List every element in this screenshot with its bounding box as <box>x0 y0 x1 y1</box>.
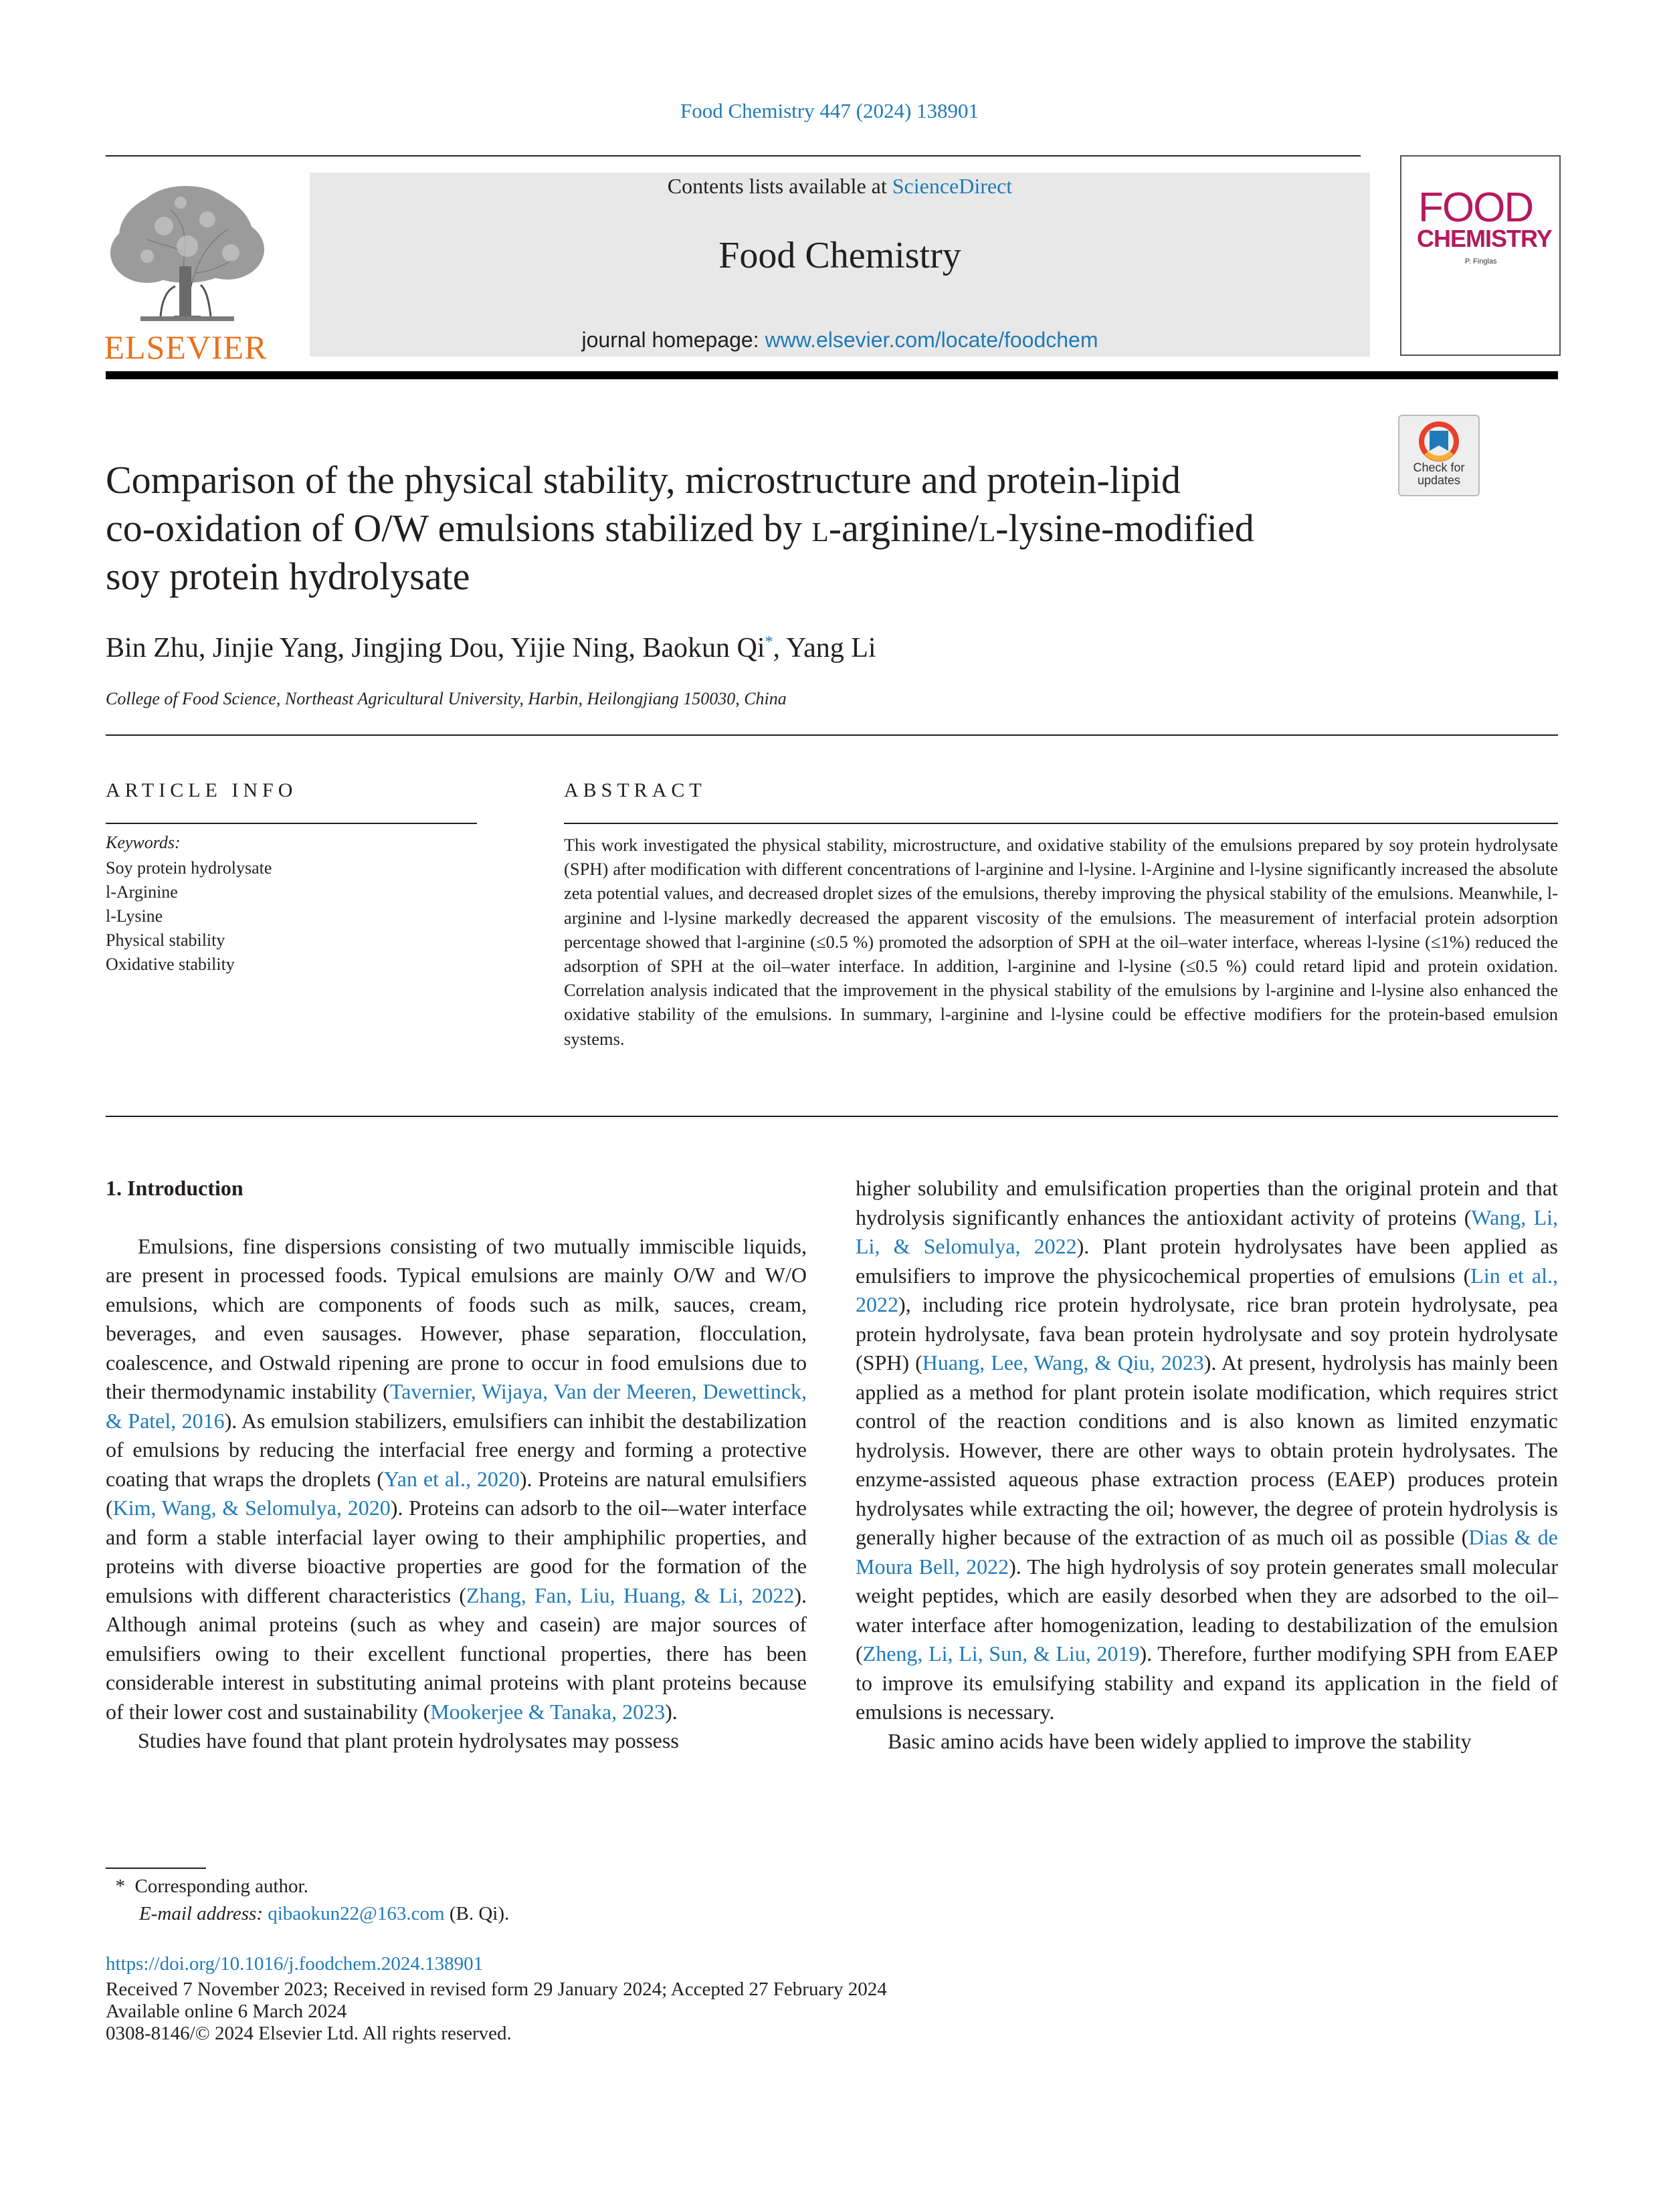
paragraph-text: ). Proteins are natural emulsifiers ( <box>106 1466 807 1520</box>
body-paragraph: Studies have found that plant protein hydrolysates may possess <box>138 1728 679 1752</box>
body-paragraph <box>856 1174 1558 1727</box>
paragraph-text: Emulsions, fine dispersions consisting of two mutually immiscible liquids, are present in processed foods. Typical emulsions are mainly O/W and W/O emulsions, which are components of foods such as milk, sauces, cream, beverages, and even sausages. However, phase separation, flocculation, coalescence, and Ostwald ripening are prone to occur in food emulsions due to their thermodynamic instability ( <box>106 1233 807 1403</box>
reference-link[interactable]: Lin et al., 2022 <box>856 1263 1559 1316</box>
keywords-label: Keywords: <box>106 833 181 852</box>
sciencedirect-link[interactable]: ScienceDirect <box>892 174 1013 198</box>
author-separator: , <box>337 633 352 664</box>
reference-link[interactable]: Mookerjee & Tanaka, 2023 <box>430 1699 666 1724</box>
paragraph-text: ). The high hydrolysis of soy protein generates small molecular weight peptides, which are easily desorbed when they are adsorbed to the oil–water interface after homogenization, leading to destabilization of the emulsion ( <box>856 1554 1559 1666</box>
body-column-right <box>856 1174 1558 1756</box>
article-title <box>106 456 1377 601</box>
paragraph-text: ). <box>665 1699 678 1724</box>
paragraph-text: ). Although animal proteins (such as whey and casein) are major sources of emulsifiers owing to their excellent functional properties, there has been considerable interest in substituting animal proteins with plant proteins because of their lower cost and sustainability ( <box>106 1583 807 1724</box>
author-separator: , <box>497 633 511 664</box>
contents-line <box>310 173 1370 199</box>
keyword-item: l-Lysine <box>106 906 163 926</box>
paragraph-text: ), including rice protein hydrolysate, rice bran protein hydrolysate, pea protein hydrolysate, fava bean protein hydrolysate and soy protein hydrolysate (SPH) ( <box>856 1292 1558 1375</box>
received-dates: Received 7 November 2023; Received in revised form 29 January 2024; Accepted 27 February 2024 <box>106 1979 887 2000</box>
email-footnote <box>106 1900 509 1928</box>
reference-link[interactable]: Zhang, Fan, Liu, Huang, & Li, 2022 <box>466 1583 795 1607</box>
title-l-prefix: l <box>811 506 829 550</box>
title-line-1: Comparison of the physical stability, microstructure and protein-lipid <box>106 458 1181 502</box>
keyword-item: Oxidative stability <box>106 954 235 974</box>
author-name[interactable]: Jinjie Yang <box>212 633 338 664</box>
email-link[interactable]: qibaokun22@163.com <box>268 1903 445 1924</box>
header-thick-rule <box>106 371 1558 379</box>
footnote-rule <box>106 1868 206 1869</box>
article-info-rule <box>106 823 477 824</box>
cover-editor: P. Finglas <box>1465 258 1497 266</box>
title-line-2-b: -arginine/ <box>828 506 979 550</box>
paragraph-text: ). As emulsion stabilizers, emulsifiers can inhibit the destabilization of emulsions by reducing the interfacial free energy and forming a protective coating that wraps the droplets ( <box>106 1408 807 1491</box>
email-suffix: (B. Qi). <box>444 1903 510 1924</box>
doi-link[interactable]: https://doi.org/10.1016/j.foodchem.2024.138901 <box>106 1953 484 1975</box>
homepage-line <box>310 328 1370 353</box>
copyright: 0308-8146/© 2024 Elsevier Ltd. All rights reserved. <box>106 2023 512 2044</box>
publication-dates <box>106 1979 887 2045</box>
keyword-item: l-Arginine <box>106 882 178 902</box>
homepage-prefix: journal homepage: <box>581 328 765 352</box>
paragraph-text: ). Plant protein hydrolysates have been applied as emulsifiers to improve the physicochemical properties of emulsions ( <box>856 1234 1559 1288</box>
title-line-2-c: -lysine-modified <box>995 506 1254 550</box>
reference-link[interactable]: Kim, Wang, & Selomulya, 2020 <box>112 1496 391 1520</box>
body-paragraph: Basic amino acids have been widely applied to improve the stability <box>888 1728 1472 1753</box>
check-for-updates-label: Check for updates <box>1413 461 1465 487</box>
author-separator: , <box>773 633 786 664</box>
abstract-heading: ABSTRACT <box>564 779 706 801</box>
article-info-heading: ARTICLE INFO <box>106 779 298 801</box>
author-name[interactable]: Bin Zhu <box>106 633 199 664</box>
keyword-item: Soy protein hydrolysate <box>106 858 272 878</box>
author-separator: , <box>628 633 643 664</box>
cover-title-food: FOOD <box>1418 185 1533 231</box>
section-heading-introduction: 1. Introduction <box>106 1176 243 1200</box>
paragraph-text: ). Therefore, further modifying SPH from EAEP to improve its emulsifying stability and expand its application in the field of emulsions is necessary. <box>856 1641 1559 1724</box>
reference-link[interactable]: Zheng, Li, Li, Sun, & Liu, 2019 <box>862 1641 1140 1666</box>
author-separator: , <box>198 633 213 664</box>
bookmark-icon <box>1399 416 1478 463</box>
divider-rule <box>106 1116 1558 1117</box>
journal-name: Food Chemistry <box>718 235 961 276</box>
footnote <box>106 1873 509 1928</box>
keywords-list <box>106 856 272 977</box>
contents-prefix: Contents lists available at <box>667 174 892 198</box>
body-paragraph <box>106 1232 807 1727</box>
paragraph-text: ). Proteins can adsorb to the oil-–water interface and form a stable interfacial layer owing to their amphiphilic properties, and proteins with diverse bioactive properties are good for the formation of the emulsions with different characteristics ( <box>106 1496 807 1607</box>
email-label: E-mail address: <box>139 1903 263 1924</box>
journal-citation-link[interactable]: Food Chemistry 447 (2024) 138901 <box>680 99 979 122</box>
author-name[interactable]: Yijie Ning <box>510 633 629 664</box>
title-line-3: soy protein hydrolysate <box>106 555 470 598</box>
corresponding-author-mark[interactable]: * <box>765 633 773 651</box>
title-line-2 <box>106 504 1377 552</box>
paragraph-text: higher solubility and emulsification properties than the original protein and that hydrolysis significantly enhances the antioxidant activity of proteins ( <box>856 1176 1558 1229</box>
author-name[interactable]: Yang Li <box>785 633 876 664</box>
reference-link[interactable]: Wang, Li, Li, & Selomulya, 2022 <box>856 1205 1559 1258</box>
abstract-rule <box>564 823 1558 824</box>
author-list <box>106 632 876 664</box>
elsevier-wordmark: ELSEVIER <box>104 328 268 366</box>
abstract-text: This work investigated the physical stability, microstructure, and oxidative stability of the emulsions prepared by soy protein hydrolysate (SPH) after modification with different concentrations of l-arginine and l-lysine. l-Arginine and l-lysine significantly increased the absolute zeta potential values, and decreased droplet sizes of the emulsions, thereby improving the physical stability of the emulsions. Meanwhile, l-arginine and l-lysine markedly decreased the apparent viscosity of the emulsions. The measurement of interfacial protein adsorption percentage showed that l-arginine (≤0.5 %) promoted the adsorption of SPH at the oil–water interface, whereas l-lysine (≤1%) reduced the adsorption of SPH at the oil–water interface. In addition, l-arginine and l-lysine (≤0.5 %) could retard lipid and protein oxidation. Correlation analysis indicated that the improvement in the physical stability of the emulsions by l-arginine and l-lysine also enhanced the oxidative stability of the emulsions. In summary, l-arginine and l-lysine could be effective modifiers for the protein-based emulsion systems. <box>564 835 1558 1049</box>
author-name[interactable]: Baokun Qi <box>642 633 765 664</box>
keyword-item: Physical stability <box>106 930 225 950</box>
reference-link[interactable]: Dias & de Moura Bell, 2022 <box>856 1525 1558 1579</box>
homepage-link[interactable]: www.elsevier.com/locate/foodchem <box>765 328 1098 352</box>
available-online: Available online 6 March 2024 <box>106 2001 347 2022</box>
title-line-2-a: co-oxidation of O/W emulsions stabilized by <box>106 506 812 550</box>
paragraph-text: ). At present, hydrolysis has mainly been applied as a method for plant protein isolate modification, which requires strict control of the reaction conditions and is also known as limited enzymatic hydrolysis. However, there are other ways to obtain protein hydrolysates. The enzyme-assisted aqueous phase extraction process (EAEP) produces protein hydrolysates while extracting the oil; however, the degree of protein hydrolysis is generally higher because of the extraction of as much oil as possible ( <box>856 1350 1559 1549</box>
author-name[interactable]: Jingjing Dou <box>351 633 498 664</box>
footnote-text: Corresponding author. <box>134 1876 308 1897</box>
affiliation: College of Food Science, Northeast Agricultural University, Harbin, Heilongjiang 150030, China <box>106 689 787 708</box>
cover-title-chemistry: CHEMISTRY <box>1417 225 1552 252</box>
body-column-left <box>106 1174 807 1756</box>
divider-rule <box>106 734 1558 736</box>
reference-link[interactable]: Tavernier, Wijaya, Van der Meeren, Dewettinck, & Patel, 2016 <box>106 1379 807 1433</box>
top-rule <box>106 155 1361 157</box>
corresponding-footnote <box>106 1873 509 1900</box>
reference-link[interactable]: Yan et al., 2020 <box>383 1466 520 1491</box>
reference-link[interactable]: Huang, Lee, Wang, & Qiu, 2023 <box>922 1350 1204 1375</box>
footnote-mark: * <box>115 1876 125 1897</box>
title-l-prefix-2: l <box>979 506 996 550</box>
